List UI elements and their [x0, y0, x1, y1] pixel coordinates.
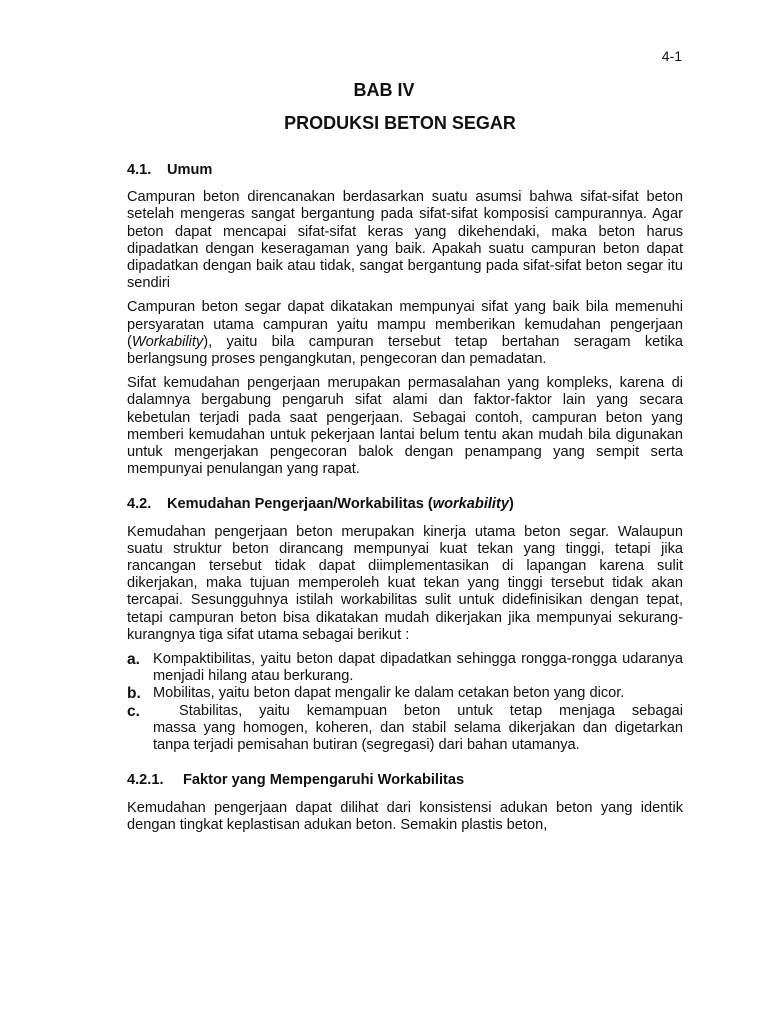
- paragraph: Campuran beton direncanakan berdasarkan suatu asumsi bahwa sifat-sifat beton setelah mengeras sangat bergantung pada sifat-sifat komposisi campurannya. Agar beton dapat mencapai sifat-sifat keras yang dikehendaki, maka beton harus dipadatkan dengan keseragaman yang baik. Apakah suatu campuran beton dapat dipadatkan dengan baik atau tidak, sangat bergantung pada sifat-sifat beton segar itu sendiri: [127, 189, 683, 292]
- paragraph: Kemudahan pengerjaan dapat dilihat dari konsistensi adukan beton yang identik dengan tingkat keplastisan adukan beton. Semakin plastis beton,: [127, 799, 683, 833]
- list-item: [127, 685, 683, 702]
- list-item-text: Mobilitas, yaitu beton dapat mengalir ke dalam cetakan beton yang dicor.: [153, 685, 625, 702]
- list-item-text: Kompaktibilitas, yaitu beton dapat dipadatkan sehingga rongga-rongga udaranya menjadi hilang atau berkurang.: [153, 651, 683, 685]
- list-marker: c.: [127, 702, 140, 720]
- list-item: [127, 703, 683, 755]
- section-title: Kemudahan Pengerjaan/Workabilitas (: [167, 496, 433, 513]
- section-heading-4-1: [127, 162, 683, 179]
- chapter-label: BAB IV: [353, 80, 415, 100]
- list-item-text-rest: massa yang homogen, koheren, dan stabil selama dikerjakan dan digetarkan tanpa terjadi pemisahan butiran (segregasi) dari bahan utamanya.: [153, 719, 683, 754]
- section-title: ): [508, 496, 514, 513]
- emphasis-text: Workability: [131, 333, 204, 350]
- list-item: [127, 651, 683, 685]
- section-heading-4-2-1: [127, 772, 683, 789]
- paragraph: Kemudahan pengerjaan beton merupakan kinerja utama beton segar. Walaupun suatu struktur beton dirancang mempunyai kuat tekan yang tinggi, tetapi jika rancangan tersebut tidak dapat diimplementasikan di lapangan karena sulit dikerjakan, maka tujuan memperoleh kuat tekan yang tinggi tersebut tidak akan tercapai. Sesungguhnya istilah workabilitas sulit untuk didefinisikan dengan tepat, tetapi campuran beton bisa dikatakan mudah dikerjakan jika mempunyai sekurang-kurangnya tiga sifat utama sebagai berikut :: [127, 523, 683, 643]
- section-number: 4.2.1.: [127, 772, 164, 789]
- paragraph: [127, 299, 683, 368]
- chapter-title: PRODUKSI BETON SEGAR: [284, 113, 516, 133]
- list-item-text-first-line: Stabilitas, yaitu kemampuan beton untuk tetap menjaga sebagai: [179, 702, 683, 719]
- section-heading-4-2: [127, 496, 683, 513]
- section-number: 4.1.: [127, 162, 152, 178]
- page-number: 4-1: [661, 48, 682, 64]
- section-number: 4.2.: [127, 496, 152, 513]
- document-body: [127, 162, 683, 841]
- paragraph-text: Campuran beton segar dapat dikatakan mempunyai sifat yang baik bila memenuhi persyaratan utama campuran yaitu mampu memberikan kemudahan pengerjaan (: [127, 299, 683, 350]
- list-marker: b.: [127, 685, 141, 703]
- paragraph-text: ), yaitu bila campuran tersebut tetap bertahan seragam ketika berlangsung proses pengangkutan, pengecoran dan pemadatan.: [127, 333, 683, 368]
- paragraph: Sifat kemudahan pengerjaan merupakan permasalahan yang kompleks, karena di dalamnya bergabung pengaruh sifat alami dan faktor-faktor lain yang secara kebetulan terjadi pada saat pengerjaan. Sebagai contoh, campuran beton yang memberi kemudahan untuk pekerjaan lantai belum tentu akan mudah bila digunakan untuk mengerjakan pengecoran balok dengan penampang yang sempit serta mempunyai penulangan yang rapat.: [127, 375, 683, 478]
- section-title-emphasis: workability: [432, 496, 509, 513]
- list-marker: a.: [127, 651, 140, 669]
- property-list: [127, 651, 683, 754]
- list-item-text: [153, 703, 683, 755]
- section-title: Umum: [167, 162, 213, 178]
- section-title: Faktor yang Mempengaruhi Workabilitas: [183, 772, 465, 789]
